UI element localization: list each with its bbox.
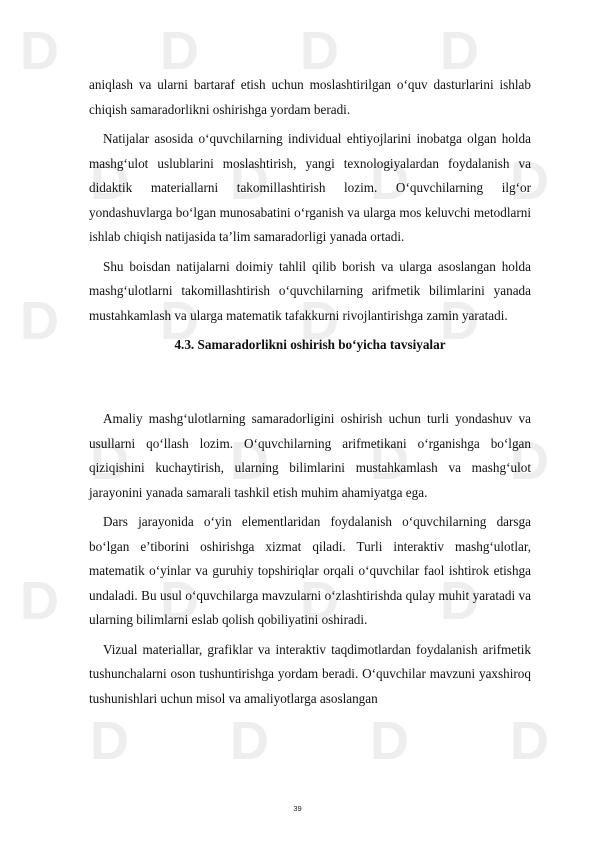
watermark-logo: D	[230, 711, 269, 771]
watermark-logo: D	[510, 711, 549, 771]
watermark-logo: D	[370, 431, 409, 491]
watermark-logo: D	[90, 711, 129, 771]
watermark-logo: D	[370, 711, 409, 771]
watermark-logo: D	[230, 431, 269, 491]
body-paragraph: Natijalar asosida o‘quvchilarning individual ehtiyojlarini inobatga olgan holda mashg‘ulot uslublarini moslashtirish, yangi texnologiyalardan foydalanish va didaktik materiallarni takomillashtirish lozim. O‘quvchilarning ilg‘or yondashuvlarga bo‘lgan munosabatini o‘rganish va ularga mos keluvchi metodlarni ishlab chiqish natijasida ta’lim samaradorligi yanada ortadi.	[89, 131, 531, 244]
page-number: 39	[293, 804, 302, 813]
watermark-logo: D	[510, 431, 549, 491]
watermark-logo: D	[440, 21, 479, 81]
watermark-logo: D	[300, 21, 339, 81]
watermark-logo: D	[440, 291, 479, 351]
watermark-logo: D	[300, 291, 339, 351]
body-paragraph: Amaliy mashg‘ulotlarning samaradorligini oshirish uchun turli yondashuv va usullarni qo‘llash lozim. O‘quvchilarning arifmetikani o‘rganishga bo‘lgan qiziqishini kuchaytirish, ularning bilimlarini mustahkamlash va mashg‘ulot jarayonini yanada samarali tashkil etish muhim ahamiyatga ega.	[89, 411, 531, 500]
page-body	[89, 73, 531, 716]
watermark-logo: D	[20, 291, 59, 351]
body-paragraph: aniqlash va ularni bartaraf etish uchun moslashtirilgan o‘quv dasturlarini ishlab chiqish samaradorlikni oshirishga yordam beradi.	[89, 77, 531, 117]
watermark-logo: D	[20, 571, 59, 631]
watermark-logo: D	[90, 431, 129, 491]
watermark-logo: D	[230, 151, 269, 211]
body-paragraph: Vizual materiallar, grafiklar va interaktiv taqdimotlardan foydalanish arifmetik tushunchalarni oson tushuntirishga yordam beradi. O‘quvchilar mavzuni yaxshiroq tushunishlari uchun misol va amaliyotlarga asoslangan	[89, 641, 531, 706]
watermark-logo: D	[90, 151, 129, 211]
watermark-logo: D	[160, 571, 199, 631]
watermark-logo: D	[440, 571, 479, 631]
watermark-logo: D	[20, 21, 59, 81]
body-paragraph: Dars jarayonida o‘yin elementlaridan foydalanish o‘quvchilarning darsga bo‘lgan e’tiborini oshirishga xizmat qiladi. Turli interaktiv mashg‘ulotlar, matematik o‘yinlar va guruhiy topshiriqlar orqali o‘quvchilar faol ishtirok etishga undaladi. Bu usul o‘quvchilarga mavzularni o‘zlashtirishda qulay muhit yaratadi va ularning bilimlarni eslab qolish qobiliyatini oshiradi.	[89, 514, 531, 627]
watermark-logo: D	[300, 571, 339, 631]
watermark-logo: D	[160, 21, 199, 81]
watermark-logo: D	[370, 151, 409, 211]
watermark-logo: D	[160, 291, 199, 351]
section-heading: 4.3. Samaradorlikni oshirish bo‘yicha tavsiyalar	[174, 337, 446, 352]
body-paragraph: Shu boisdan natijalarni doimiy tahlil qilib borish va ularga asoslangan holda mashg‘ulotlarni takomillashtirish o‘quvchilarning arifmetik bilimlarini yanada mustahkamlash va ularga matematik tafakkurni rivojlantirishga zamin yaratadi.	[89, 258, 531, 323]
watermark-logo: D	[510, 151, 549, 211]
